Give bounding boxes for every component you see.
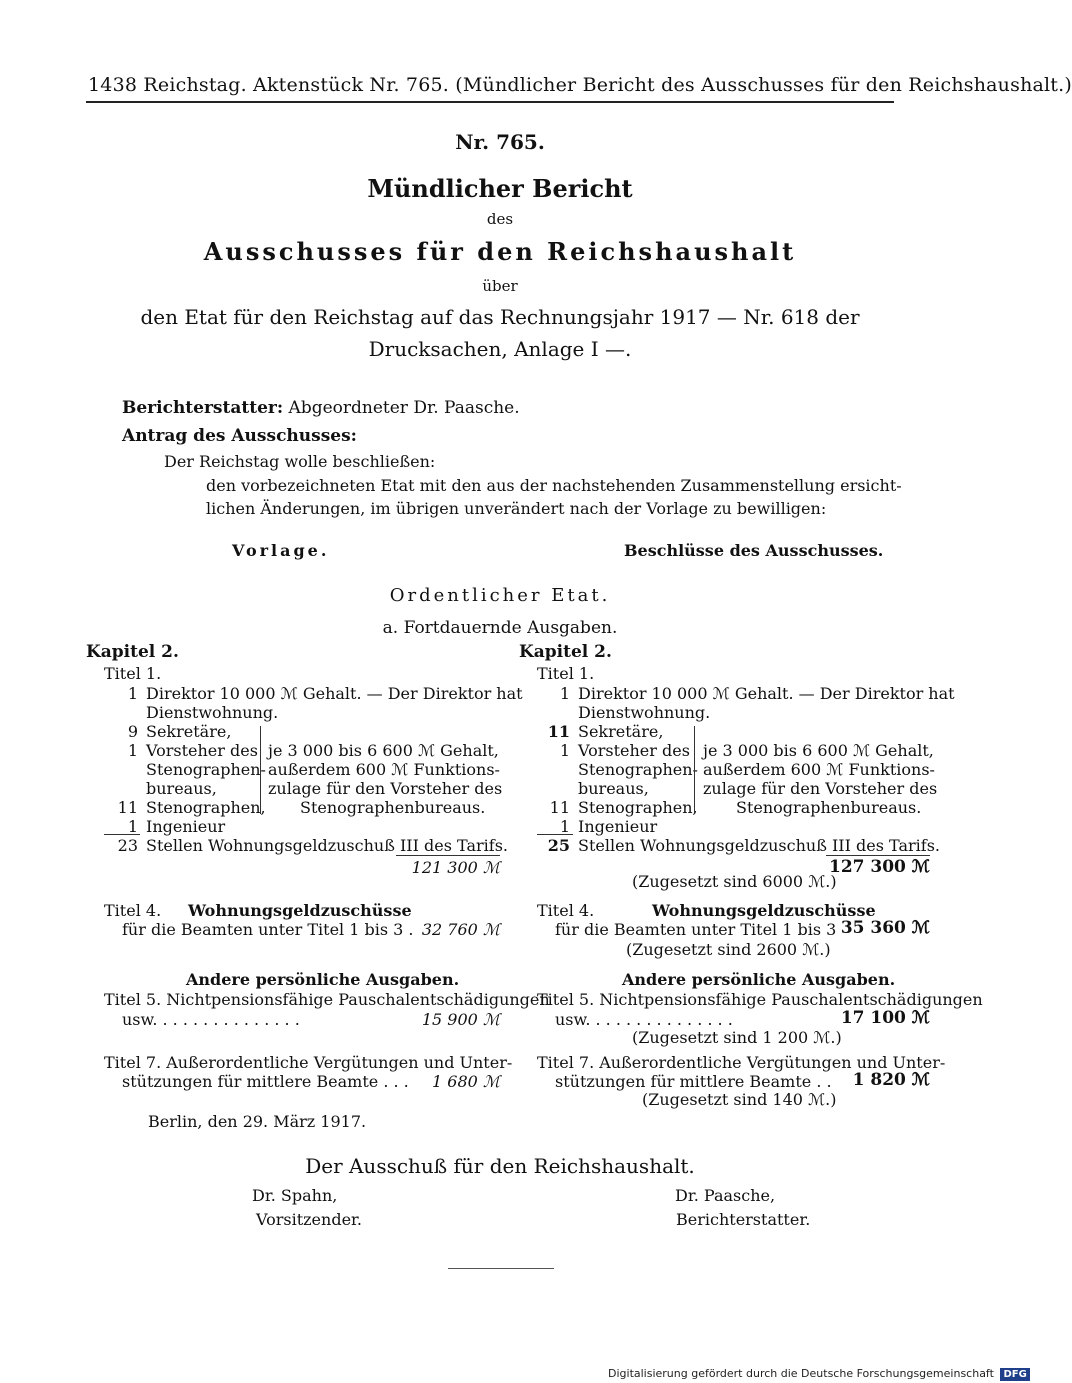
reporter-value: Abgeordneter Dr. Paasche.: [288, 398, 520, 418]
left-row-text: Stenographen,: [146, 798, 266, 817]
left-titel4-amount: 32 760 ℳ: [421, 920, 500, 939]
document-number: Nr. 765.: [455, 130, 545, 154]
left-titel1: Titel 1.: [104, 664, 162, 683]
right-row-num: 1: [559, 817, 570, 836]
motion-intro: Der Reichstag wolle beschließen:: [164, 452, 436, 471]
left-row-num: 1: [127, 741, 138, 760]
motion-label: Antrag des Ausschusses:: [122, 426, 357, 446]
left-titel4-text: für die Beamten unter Titel 1 bis 3 .: [122, 920, 414, 939]
right-titel4-head: Wohnungsgeldzuschüsse: [652, 901, 876, 920]
right-note1: (Zugesetzt sind 6000 ℳ.): [632, 872, 837, 891]
end-rule: [448, 1268, 554, 1269]
left-stellen-text: Stellen Wohnungsgeldzuschuß III des Tarifs.: [146, 836, 508, 855]
right-titel7-amount: 1 820 ℳ: [852, 1070, 930, 1090]
left-sum-rule: [104, 834, 140, 835]
reporter-label: Berichterstatter:: [122, 398, 284, 418]
title-ueber: über: [482, 277, 518, 295]
reporter-line: [122, 398, 520, 418]
left-brace-text: je 3 000 bis 6 600 ℳ Gehalt,: [268, 741, 499, 760]
left-titel5-1: Titel 5. Nichtpensionsfähige Pauschalentschädigungen: [104, 990, 550, 1009]
right-note4: (Zugesetzt sind 2600 ℳ.): [626, 940, 831, 959]
motion-text-2: lichen Änderungen, im übrigen unverändert nach der Vorlage zu bewilligen:: [206, 499, 827, 518]
running-header: 1438 Reichstag. Aktenstück Nr. 765. (Mündlicher Bericht des Ausschusses für den Reichshaushalt.): [88, 74, 1072, 96]
right-titel4: Titel 4.: [537, 901, 595, 920]
date-line: Berlin, den 29. März 1917.: [148, 1112, 367, 1131]
column-head-vorlage: Vorlage.: [232, 541, 330, 560]
right-total-rule: [826, 855, 930, 856]
left-andere: Andere persönliche Ausgaben.: [186, 970, 460, 989]
left-titel4: Titel 4.: [104, 901, 162, 920]
right-titel5-amount: 17 100 ℳ: [840, 1008, 930, 1028]
right-brace-text: Stenographenbureaus.: [736, 798, 922, 817]
left-row-text: Stenographen-: [146, 760, 266, 779]
right-kapitel: Kapitel 2.: [519, 642, 612, 662]
right-sum-rule: [537, 834, 573, 835]
left-direktor-text2: Dienstwohnung.: [146, 703, 279, 722]
title-main: Mündlicher Bericht: [367, 174, 633, 203]
title-committee: Ausschusses für den Reichshaushalt: [203, 237, 797, 266]
left-brace-text: zulage für den Vorsteher des: [268, 779, 503, 798]
subject-line-2: Drucksachen, Anlage I —.: [368, 337, 632, 361]
left-row-text: Vorsteher des: [146, 741, 258, 760]
right-note5: (Zugesetzt sind 1 200 ℳ.): [632, 1028, 842, 1047]
right-andere: Andere persönliche Ausgaben.: [622, 970, 896, 989]
left-direktor-text: Direktor 10 000 ℳ Gehalt. — Der Direktor hat: [146, 684, 523, 703]
header-rule: [86, 101, 894, 103]
right-row-text: Ingenieur: [578, 817, 658, 836]
left-titel4-head: Wohnungsgeldzuschüsse: [188, 901, 412, 920]
left-titel7-1: Titel 7. Außerordentliche Vergütungen und Unter-: [104, 1053, 513, 1072]
right-titel5-2: usw. . . . . . . . . . . . . . .: [555, 1010, 733, 1029]
dfg-logo: DFG: [1000, 1368, 1029, 1381]
right-row-text: bureaus,: [578, 779, 649, 798]
left-brace-text: außerdem 600 ℳ Funktions-: [268, 760, 500, 779]
left-row-text: bureaus,: [146, 779, 217, 798]
signature-right-role: Berichterstatter.: [676, 1210, 811, 1229]
left-row-num: 9: [127, 722, 138, 741]
left-row-text: Ingenieur: [146, 817, 226, 836]
right-brace: [694, 726, 695, 814]
left-row-num: 1: [127, 817, 138, 836]
left-total-titel1: 121 300 ℳ: [411, 858, 500, 877]
right-titel4-amount: 35 360 ℳ: [840, 918, 930, 938]
right-direktor-text2: Dienstwohnung.: [578, 703, 711, 722]
right-titel4-text: für die Beamten unter Titel 1 bis 3: [555, 920, 837, 939]
left-kapitel: Kapitel 2.: [86, 642, 179, 662]
right-brace-text: außerdem 600 ℳ Funktions-: [703, 760, 935, 779]
right-note7: (Zugesetzt sind 140 ℳ.): [642, 1090, 837, 1109]
left-titel7-2: stützungen für mittlere Beamte . . .: [122, 1072, 409, 1091]
right-row-num: 11: [549, 798, 570, 817]
right-row-text: Vorsteher des: [578, 741, 690, 760]
left-row-text: Sekretäre,: [146, 722, 232, 741]
right-titel7-2: stützungen für mittlere Beamte . .: [555, 1072, 832, 1091]
etat-subtitle: a. Fortdauernde Ausgaben.: [382, 618, 618, 638]
left-stellen-num: 23: [117, 836, 138, 855]
left-brace-text: Stenographenbureaus.: [300, 798, 486, 817]
motion-text-1: den vorbezeichneten Etat mit den aus der nachstehenden Zusammenstellung ersicht-: [206, 476, 902, 495]
right-titel1: Titel 1.: [537, 664, 595, 683]
subject-line-1: den Etat für den Reichstag auf das Rechnungsjahr 1917 — Nr. 618 der: [140, 305, 860, 329]
right-titel5-1: Titel 5. Nichtpensionsfähige Pauschalentschädigungen: [537, 990, 983, 1009]
right-row-num: 11: [547, 722, 570, 741]
left-titel5-2: usw. . . . . . . . . . . . . . .: [122, 1010, 300, 1029]
left-total-rule: [396, 855, 500, 856]
column-head-beschluesse: Beschlüsse des Ausschusses.: [624, 541, 884, 560]
title-des: des: [486, 210, 514, 228]
right-brace-text: je 3 000 bis 6 600 ℳ Gehalt,: [703, 741, 934, 760]
right-direktor-num: 1: [559, 684, 570, 703]
left-titel5-amount: 15 900 ℳ: [421, 1010, 500, 1029]
signature-left-role: Vorsitzender.: [256, 1210, 363, 1229]
footer-text: Digitalisierung gefördert durch die Deutsche Forschungsgemeinschaft: [608, 1367, 994, 1380]
left-brace: [260, 726, 261, 814]
left-direktor-num: 1: [127, 684, 138, 703]
right-direktor-text: Direktor 10 000 ℳ Gehalt. — Der Direktor hat: [578, 684, 955, 703]
right-brace-text: zulage für den Vorsteher des: [703, 779, 938, 798]
closing-committee: Der Ausschuß für den Reichshaushalt.: [305, 1154, 695, 1178]
signature-right-name: Dr. Paasche,: [675, 1186, 776, 1205]
right-row-text: Stenographen,: [578, 798, 698, 817]
right-row-text: Stenographen-: [578, 760, 698, 779]
signature-left-name: Dr. Spahn,: [252, 1186, 338, 1205]
right-stellen-num: 25: [547, 836, 570, 855]
right-row-num: 1: [559, 741, 570, 760]
etat-title: Ordentlicher Etat.: [389, 585, 611, 606]
digitization-footer: [608, 1367, 1030, 1381]
right-total-titel1: 127 300 ℳ: [829, 857, 930, 877]
left-row-num: 11: [117, 798, 138, 817]
right-stellen-text: Stellen Wohnungsgeldzuschuß III des Tarifs.: [578, 836, 940, 855]
left-titel7-amount: 1 680 ℳ: [432, 1072, 500, 1091]
right-titel7-1: Titel 7. Außerordentliche Vergütungen und Unter-: [537, 1053, 946, 1072]
right-row-text: Sekretäre,: [578, 722, 664, 741]
